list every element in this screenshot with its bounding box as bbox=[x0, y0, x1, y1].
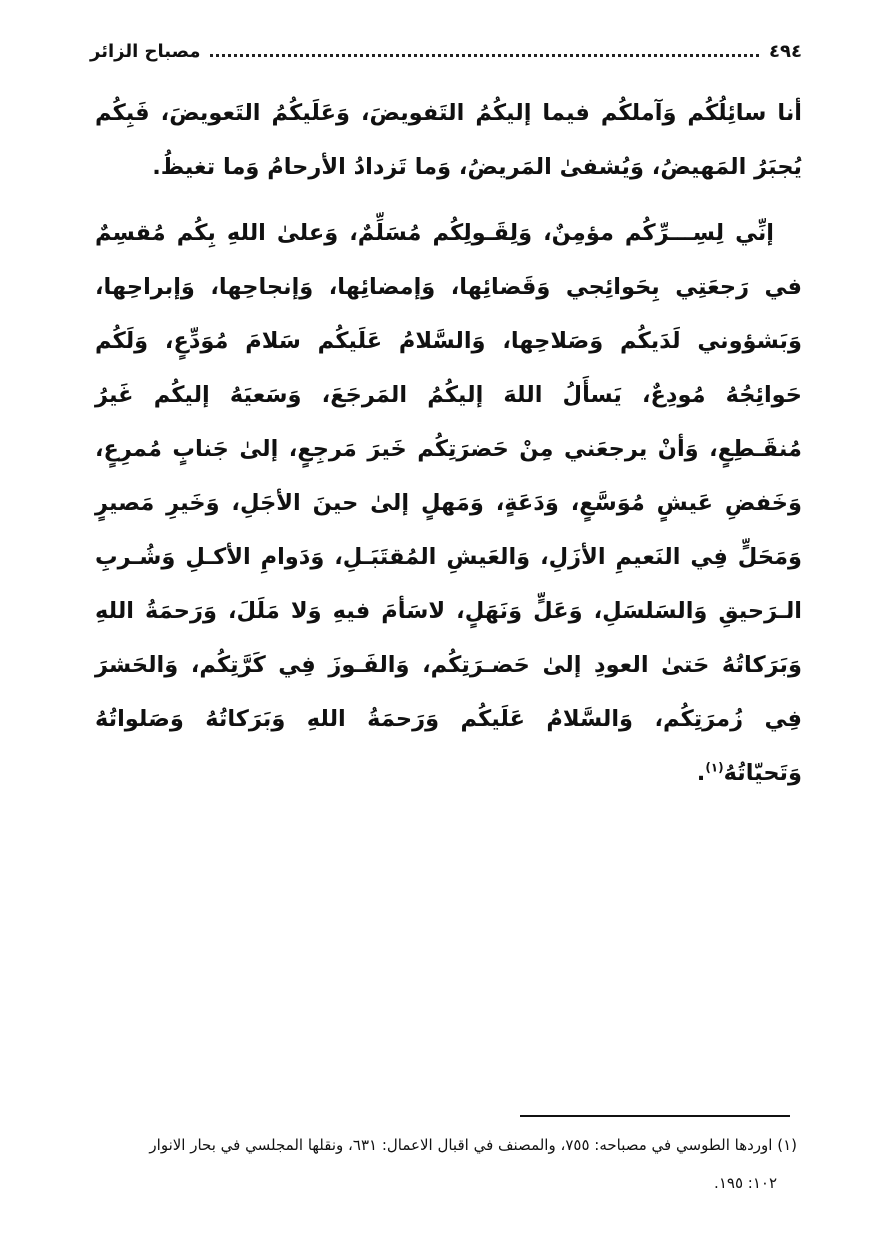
dotted-leader bbox=[210, 54, 759, 57]
paragraph-2-text: إنِّي لِسِـــرِّكُم مؤمِنٌ، وَلِقَـولِكُم مُسَلِّمٌ، وَعلىٰ اللهِ بِكُم مُقسِمٌ في رَجعَتِي بِحَوائِجي وَقَضائِها، وَإمضائِها، وَإنجاحِها، وَإبراحِها، وَبَشؤوني لَدَيكُم وَصَلاحِها، وَالسَّلامُ عَلَيكُم سَلامَ مُوَدِّعٍ، وَلَكُم حَوائِجُهُ مُودِعٌ، يَسأَلُ اللهَ إليكُمُ المَرجَعَ، وَسَعيَهُ إليكُم غَيرُ مُنقَـطِعٍ، وَأنْ يرجعَني مِنْ حَضرَتِكُم خَيرَ مَرجِعٍ، إلىٰ جَنابٍ مُمرِعٍ، وَخَفضِ عَيشٍ مُوَسَّعٍ، وَدَعَةٍ، وَمَهلٍ إلىٰ حينَ الأجَلِ، وَخَيرِ مَصيرٍ وَمَحَلٍّ فِي النَعيمِ الأزَلِ، وَالعَيشِ المُقتَبَـلِ، وَدَوامِ الأكـلِ وَشُـربِ الـرَحيقِ وَالسَلسَلِ، وَعَلٍّ وَنَهَلٍ، لاسَأمَ فيهِ وَلا مَلَلَ، وَرَحمَةُ اللهِ وَبَرَكاتُهُ حَتىٰ العودِ إلىٰ حَضـرَتِكُم، وَالفَـوزَ فِي كَرَّتِكُم، وَالحَشرَ فِي زُمرَتِكُم، وَالسَّلامُ عَلَيكُم وَرَحمَةُ اللهِ وَبَرَكاتُهُ وَصَلواتُهُ وَتَحيّاتُهُ bbox=[95, 220, 802, 786]
footnote bbox=[80, 1126, 797, 1202]
footnote-separator bbox=[520, 1115, 790, 1117]
main-text bbox=[95, 86, 802, 800]
paragraph-1: أنا سائِلُكُم وَآملكُم فيما إليكُمُ التَفويضَ، وَعَلَيكُمُ التَعويضَ، فَبِكُم يُجبَرُ المَهيضُ، وَيُشفىٰ المَريضُ، وَما تَزدادُ الأرحامُ وَما تغيظُ. bbox=[95, 100, 802, 180]
footnote-line-2: ١٠٢: ١٩٥. bbox=[714, 1174, 777, 1192]
paragraph-2 bbox=[95, 206, 802, 800]
final-period: . bbox=[696, 760, 706, 786]
book-title: مصباح الزائر bbox=[90, 40, 201, 62]
footnote-reference: (١) bbox=[705, 760, 724, 775]
footnote-line-1: (١) اوردها الطوسي في مصباحه: ٧٥٥، والمصنف في اقبال الاعمال: ٦٣١، ونقلها المجلسي في بحار الانوار bbox=[149, 1136, 797, 1154]
running-header bbox=[90, 36, 802, 66]
page-number: ٤٩٤ bbox=[769, 40, 802, 62]
